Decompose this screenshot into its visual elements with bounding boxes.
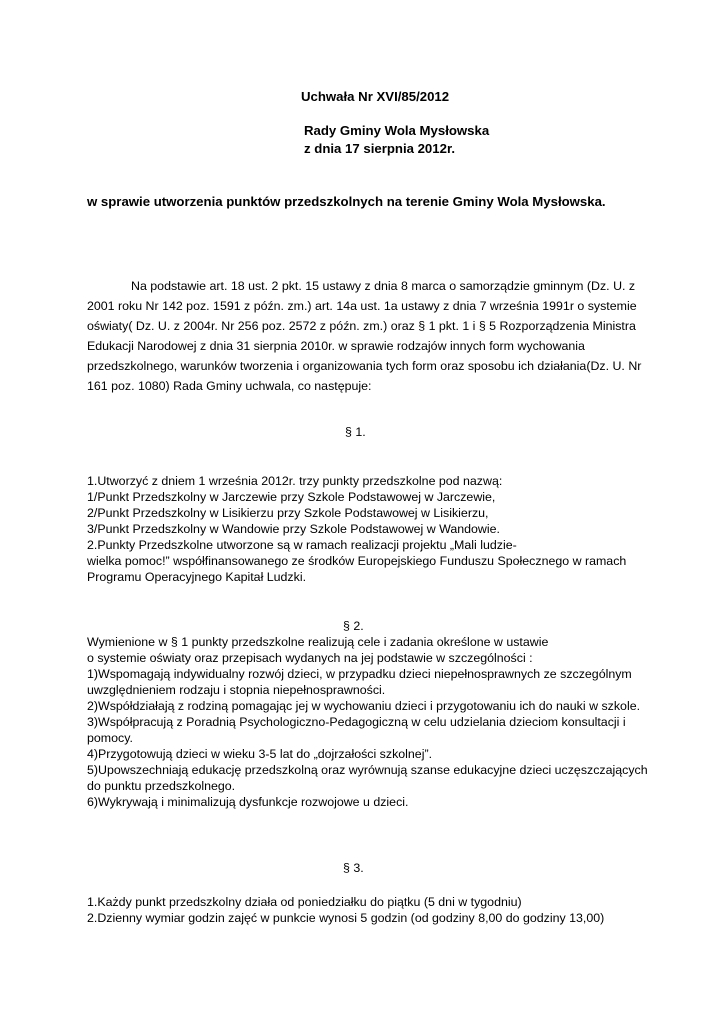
section-2-line: pomocy. (87, 731, 133, 745)
resolution-date: z dnia 17 sierpnia 2012r. (304, 141, 456, 156)
section-2-line: 5)Upowszechniają edukację przedszkolną oraz wyrównują szanse edukacyjne dzieci uczęszczających (87, 763, 648, 777)
section-2-line: o systemie oświaty oraz przepisach wydanych na jej podstawie w szczególności : (87, 651, 533, 665)
preamble-line: 161 poz. 1080) Rada Gminy uchwala, co następuje: (87, 379, 372, 393)
preamble-line: Edukacji Narodowej z dnia 31 sierpnia 2010r. w sprawie rodzajów innych form wychowania (87, 339, 585, 353)
section-1-line: 1.Utworzyć z dniem 1 września 2012r. trzy punkty przedszkolne pod nazwą: (87, 474, 503, 488)
section-1-line: 2/Punkt Przedszkolny w Lisikierzu przy Szkole Podstawowej w Lisikierzu, (87, 506, 489, 520)
section-1-line: 2.Punkty Przedszkolne utworzone są w ramach realizacji projektu „Mali ludzie- (87, 538, 517, 552)
section-2-line: 1)Wspomagają indywidualny rozwój dzieci, w przypadku dzieci niepełnosprawnych ze szczególnym (87, 667, 632, 681)
section-2-heading: § 2. (343, 619, 364, 633)
section-2-line: Wymienione w § 1 punkty przedszkolne realizują cele i zadania określone w ustawie (87, 635, 549, 649)
resolution-issuer: Rady Gminy Wola Mysłowska (304, 123, 490, 138)
section-2-line: 6)Wykrywają i minimalizują dysfunkcje rozwojowe u dzieci. (87, 795, 409, 809)
section-3-line: 2.Dzienny wymiar godzin zajęć w punkcie wynosi 5 godzin (od godziny 8,00 do godziny 13,00) (87, 911, 605, 925)
preamble-line: oświaty( Dz. U. z 2004r. Nr 256 poz. 2572 z późn. zm.) oraz § 1 pkt. 1 i § 5 Rozporządzenia Ministra (87, 319, 636, 333)
section-1-line: 1/Punkt Przedszkolny w Jarczewie przy Szkole Podstawowej w Jarczewie, (87, 490, 496, 504)
section-1-line: wielka pomoc!” współfinansowanego ze środków Europejskiego Funduszu Społecznego w ramach (87, 554, 627, 568)
section-2-line: uwzględnieniem rodzaju i stopnia niepełnosprawności. (87, 683, 386, 697)
section-2-line: 2)Współdziałają z rodziną pomagając jej w wychowaniu dzieci i przygotowaniu ich do nauki w szkole. (87, 699, 641, 713)
section-3-line: 1.Każdy punkt przedszkolny działa od poniedziałku do piątku (5 dni w tygodniu) (87, 895, 522, 909)
section-1-line: 3/Punkt Przedszkolny w Wandowie przy Szkole Podstawowej w Wandowie. (87, 522, 500, 536)
resolution-subject: w sprawie utworzenia punktów przedszkolnych na terenie Gminy Wola Mysłowska. (87, 194, 606, 209)
section-2-line: 4)Przygotowują dzieci w wieku 3-5 lat do „dojrzałości szkolnej”. (87, 747, 433, 761)
section-2-line: 3)Współpracują z Poradnią Psychologiczno-Pedagogiczną w celu udzielania dzieciom konsultacji i (87, 715, 626, 729)
section-3-heading: § 3. (343, 861, 364, 875)
preamble-line: Na podstawie art. 18 ust. 2 pkt. 15 ustawy z dnia 8 marca o samorządzie gminnym (Dz. U. z (131, 279, 636, 293)
preamble-line: 2001 roku Nr 142 poz. 1591 z późn. zm.) art. 14a ust. 1a ustawy z dnia 7 września 1991r o systemie (87, 299, 637, 313)
section-1-heading: § 1. (345, 425, 366, 439)
preamble-line: przedszkolnego, warunków tworzenia i organizowania tych form oraz sposobu ich działania(Dz. U. Nr (87, 359, 642, 373)
section-2-line: do punktu przedszkolnego. (87, 779, 236, 793)
section-1-line: Programu Operacyjnego Kapitał Ludzki. (87, 570, 307, 584)
resolution-title: Uchwała Nr XVI/85/2012 (301, 89, 450, 104)
